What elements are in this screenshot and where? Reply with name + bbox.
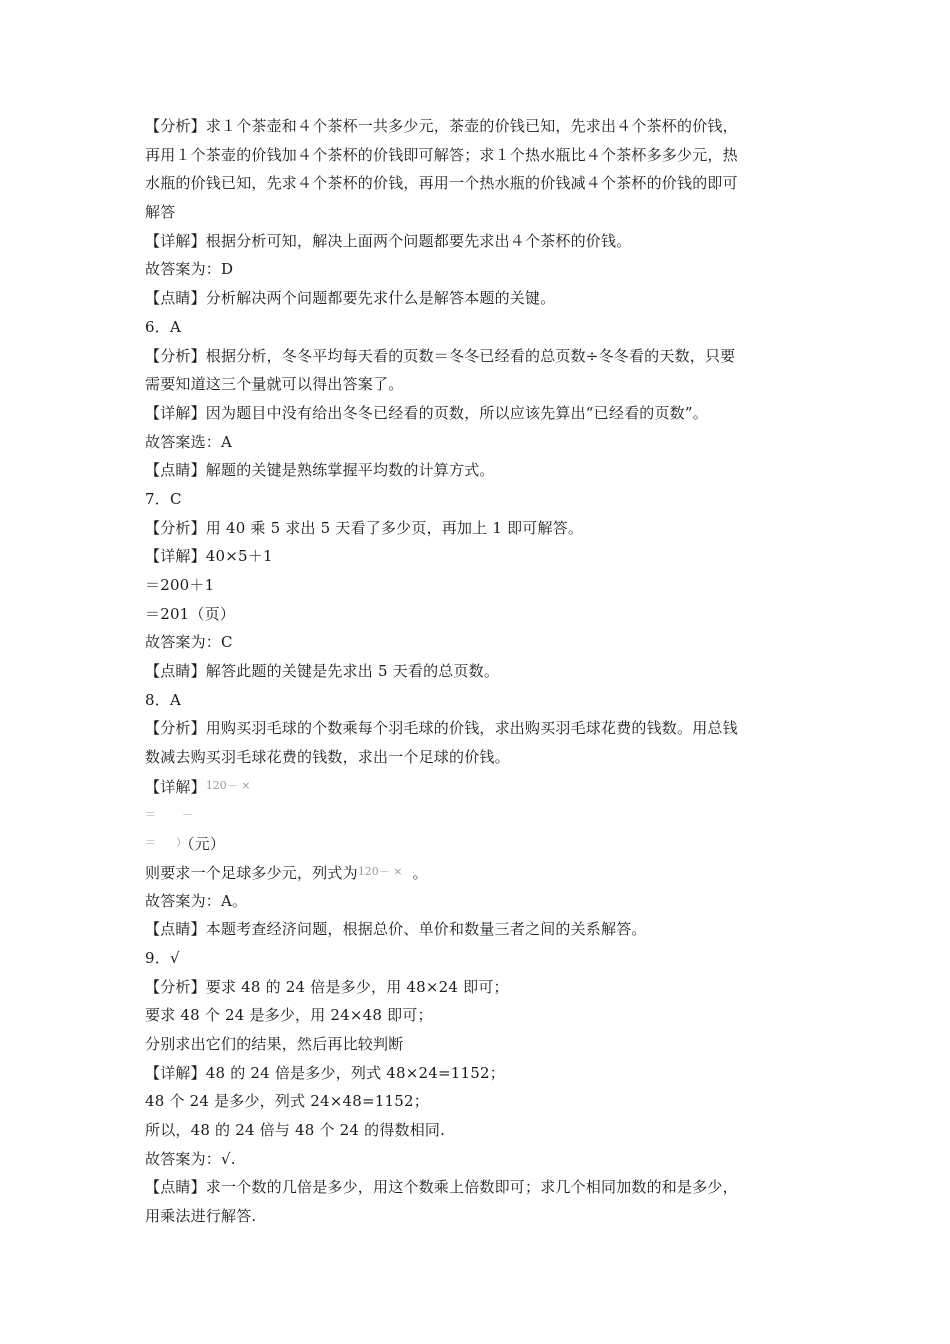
question-number: 7．C	[145, 489, 182, 508]
text-line: 分别求出它们的结果，然后再比较判断	[145, 1035, 404, 1053]
text-line: 解答	[145, 203, 176, 222]
text-line: 【详解】40×5＋1	[145, 547, 273, 566]
faint-minus: －	[182, 807, 193, 821]
text-line: 再用１个茶壶的价钱加４个茶杯的价钱即可解答；求１个热水瓶比４个茶杯多多少元，热	[145, 145, 738, 164]
text-line: 【分析】用 40 乘 5 求出 5 天看了多少页，再加上 1 即可解答。	[145, 518, 584, 537]
text-line: 【点睛】分析解决两个问题都要先求什么是解答本题的关键。	[145, 289, 556, 308]
text-line: 故答案为：D	[145, 260, 234, 279]
text-line: 需要知道这三个量就可以得出答案了。	[145, 375, 404, 394]
text-line: 用乘法进行解答.	[145, 1207, 257, 1226]
formula-prefix: 则要求一个足球多少元，列式为	[145, 863, 358, 882]
text-line: 故答案为：A。	[145, 891, 248, 910]
text-line: 水瓶的价钱已知，先求４个茶杯的价钱，再用一个热水瓶的价钱减４个茶杯的价钱的即可	[145, 174, 738, 193]
unit-label: （元）	[187, 835, 226, 854]
faint-equals: ＝	[145, 807, 156, 821]
question-number: 9．√	[145, 948, 180, 967]
question-number: 8．A	[145, 690, 181, 709]
document-page	[145, 112, 810, 1231]
text-line: 【详解】因为题目中没有给出冬冬已经看的页数，所以应该先算出“已经看的页数”。	[145, 403, 708, 422]
faint-formula: 120－ ×	[357, 864, 403, 878]
text-line: 【点睛】本题考查经济问题，根据总价、单价和数量三者之间的关系解答。	[145, 920, 647, 939]
text-line: 【点睛】解答此题的关键是先求出 5 天看的总页数。	[145, 662, 500, 681]
text-line: 所以，48 的 24 倍与 48 个 24 的得数相同.	[145, 1121, 446, 1140]
faint-equals: ＝	[145, 836, 156, 850]
text-line: 故答案为：C	[145, 633, 233, 652]
text-line: 数减去购买羽毛球花费的钱数，求出一个足球的价钱。	[145, 748, 510, 767]
text-line: 【详解】48 的 24 倍是多少，列式 48×24=1152；	[145, 1063, 505, 1082]
text-line: 【分析】用购买羽毛球的个数乘每个羽毛球的价钱，求出购买羽毛球花费的钱数。用总钱	[145, 719, 738, 738]
question-number: 6．A	[145, 317, 181, 336]
formula-line	[145, 858, 810, 887]
formula-suffix: 。	[412, 863, 428, 882]
faint-formula: 120－ ×	[205, 778, 251, 792]
text-line: ＝200＋1	[145, 576, 215, 594]
detail-label: 【详解】	[145, 777, 206, 796]
text-line: ＝201（页）	[145, 604, 236, 623]
text-line: 【点睛】求一个数的几倍是多少，用这个数乘上倍数即可；求几个相同加数的和是多少，	[145, 1178, 738, 1197]
faint-paren: ）	[176, 836, 187, 850]
equation-line	[145, 829, 810, 858]
text-line: 48 个 24 是多少，列式 24×48=1152；	[145, 1092, 429, 1111]
equation-line	[145, 801, 810, 830]
text-line: 故答案选：A	[145, 432, 233, 451]
text-line: 故答案为：√.	[145, 1149, 236, 1168]
text-line: 【点睛】解题的关键是熟练掌握平均数的计算方式。	[145, 461, 495, 480]
text-line: 【详解】根据分析可知，解决上面两个问题都要先求出４个茶杯的价钱。	[145, 231, 632, 250]
text-line: 【分析】求１个茶壶和４个茶杯一共多少元，茶壶的价钱已知，先求出４个茶杯的价钱，	[145, 117, 738, 135]
text-line: 要求 48 个 24 是多少，用 24×48 即可；	[145, 1006, 433, 1025]
text-line: 【分析】要求 48 的 24 倍是多少，用 48×24 即可；	[145, 977, 509, 996]
detail-line-q8	[145, 772, 810, 801]
text-line: 【分析】根据分析，冬冬平均每天看的页数＝冬冬已经看的总页数÷冬冬看的天数，只要	[145, 346, 736, 365]
